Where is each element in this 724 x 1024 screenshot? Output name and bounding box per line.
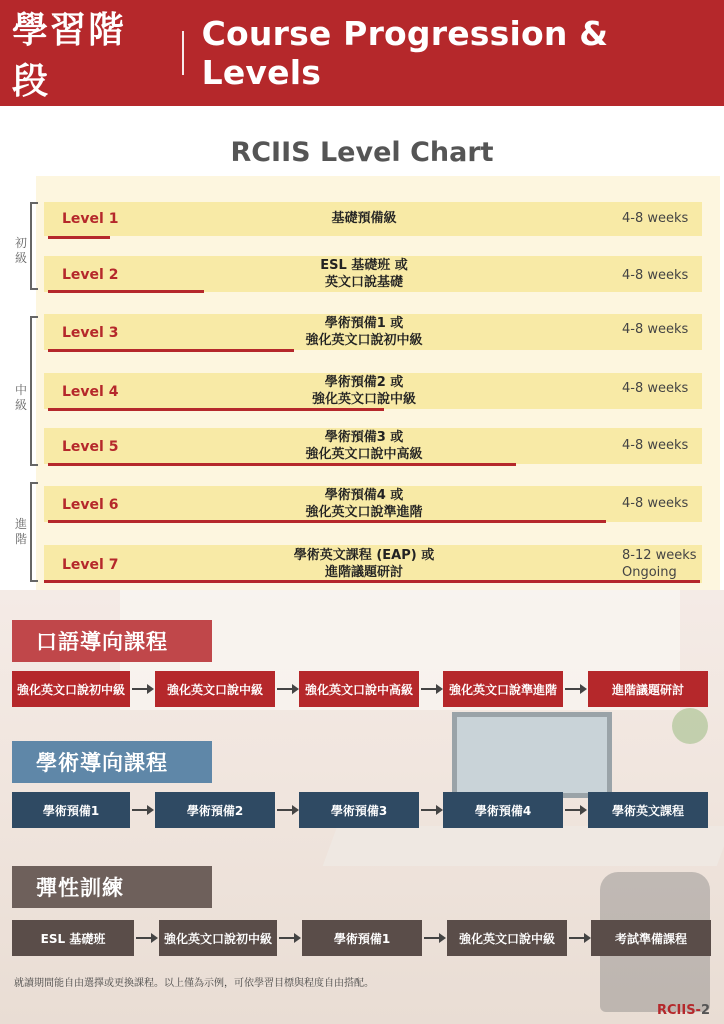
track-speaking-step-2: 強化英文口說中級 [155,671,275,707]
level-course: 學術預備3 或 強化英文口說中高級 [305,430,423,462]
level-duration: 4-8 weeks [622,496,689,511]
level-duration: 4-8 weeks [622,438,689,453]
track-academic-step-5: 學術英文課程 [588,792,708,828]
level-progress-line-5 [48,463,516,466]
arrow-icon [424,937,444,939]
level-progress-line-6 [48,520,606,523]
track-flexible-step-2: 強化英文口說初中級 [159,920,277,956]
track-flexible-step-4: 強化英文口說中級 [447,920,567,956]
level-duration: 8-12 weeks Ongoing [622,548,697,580]
arrow-icon [421,688,441,690]
track-speaking-step-1: 強化英文口說初中級 [12,671,130,707]
group-bracket-intermediate [30,316,38,466]
arrow-icon [279,937,299,939]
level-row-5 [44,428,702,464]
level-row-3 [44,314,702,350]
level-row-7 [44,545,702,583]
level-progress-line-4 [48,408,384,411]
level-label: Level 7 [62,557,119,573]
track-flexible-step-3: 學術預備1 [302,920,422,956]
track-title-flexible: 彈性訓練 [12,866,212,908]
level-label: Level 6 [62,497,119,513]
group-bracket-advanced [30,482,38,582]
page-header [0,0,724,106]
track-title-speaking: 口語導向課程 [12,620,212,662]
arrow-icon [132,688,152,690]
page-number-prefix: RCIIS- [656,1003,701,1018]
footnote: 就讀期間能自由選擇或更換課程。以上僅為示例，可依學習目標與程度自由搭配。 [14,978,374,989]
arrow-icon [136,937,156,939]
group-label-intermediate: 中 級 [14,383,27,412]
level-label: Level 2 [62,267,119,283]
track-flexible-step-1: ESL 基礎班 [12,920,134,956]
monitor-shape [452,712,612,798]
level-course: 學術預備2 或 強化英文口說中級 [311,375,416,407]
plant-shape [672,708,708,744]
arrow-icon [277,688,297,690]
desk-shape [323,826,724,866]
level-duration: 4-8 weeks [622,322,689,337]
header-title-en: Course Progression & Levels [201,14,609,92]
level-duration: 4-8 weeks [622,381,689,396]
track-speaking-step-3: 強化英文口說中高級 [299,671,419,707]
arrow-icon [277,809,297,811]
track-title-academic: 學術導向課程 [12,741,212,783]
level-row-4 [44,373,702,409]
level-progress-line-2 [48,290,204,293]
group-label-beginner: 初 級 [14,236,27,265]
level-label: Level 4 [62,384,119,400]
level-row-1 [44,202,702,236]
page-number-value: 2 [700,1003,710,1018]
level-label: Level 1 [62,211,119,227]
group-label-advanced: 進 階 [14,517,27,546]
arrow-icon [565,809,585,811]
page-number [657,1003,710,1018]
level-progress-line-7 [44,580,700,583]
arrow-icon [565,688,585,690]
arrow-icon [421,809,441,811]
track-speaking-step-4: 強化英文口說準進階 [443,671,563,707]
level-progress-line-1 [48,236,110,239]
level-course: 學術預備4 或 強化英文口說準進階 [305,488,423,520]
arrow-icon [569,937,589,939]
level-course: 學術英文課程 (EAP) 或 進階議題研討 [293,548,435,580]
level-label: Level 3 [62,325,119,341]
track-academic-step-1: 學術預備1 [12,792,130,828]
header-divider [182,31,184,75]
track-speaking-step-5: 進階議題研討 [588,671,708,707]
level-course: ESL 基礎班 或 英文口說基礎 [320,258,408,290]
track-flexible-step-5: 考試準備課程 [591,920,711,956]
track-academic-step-3: 學術預備3 [299,792,419,828]
level-duration: 4-8 weeks [622,268,689,283]
track-academic-step-2: 學術預備2 [155,792,275,828]
header-title-zh: 學習階段 [12,10,127,102]
chart-title: RCIIS Level Chart [230,137,494,168]
level-course: 學術預備1 或 強化英文口說初中級 [305,316,423,348]
level-row-6 [44,486,702,522]
arrow-icon [132,809,152,811]
level-course: 基礎預備級 [331,211,397,226]
level-duration: 4-8 weeks [622,211,689,226]
group-bracket-beginner [30,202,38,290]
level-progress-line-3 [48,349,294,352]
level-row-2 [44,256,702,292]
track-academic-step-4: 學術預備4 [443,792,563,828]
level-label: Level 5 [62,439,119,455]
